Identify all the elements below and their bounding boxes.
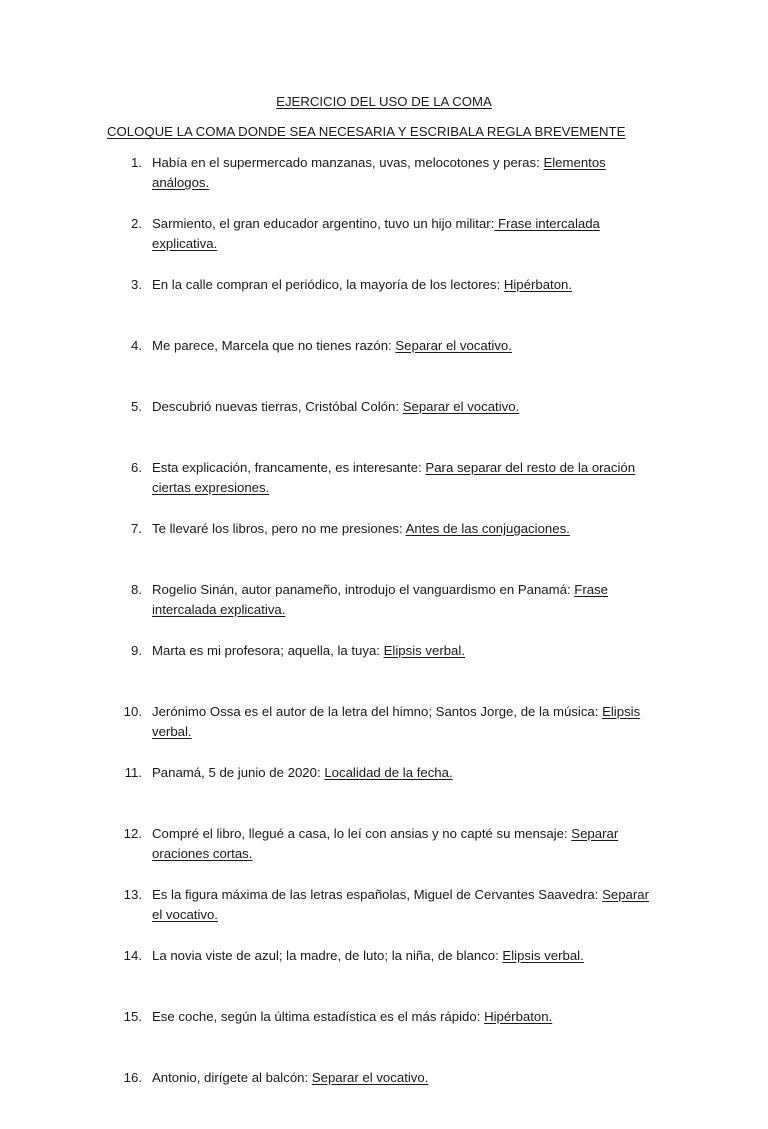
item-answer: Hipérbaton.: [503, 277, 573, 292]
item-content: [152, 214, 662, 254]
exercise-item: [0, 885, 768, 946]
item-answer: Antes de las conjugaciones.: [405, 521, 570, 536]
exercise-item: [0, 763, 768, 824]
item-sentence: Había en el supermercado manzanas, uvas, melocotones y peras:: [152, 155, 544, 170]
item-answer: Para separar del resto de la oración ciertas expresiones.: [152, 460, 636, 495]
item-number: 11.: [124, 765, 142, 780]
item-sentence: Rogelio Sinán, autor panameño, introdujo el vanguardismo en Panamá:: [152, 582, 575, 597]
exercise-item: [0, 824, 768, 885]
item-answer: Separar el vocativo.: [152, 887, 649, 922]
item-number: 13.: [123, 887, 142, 902]
item-answer: Elipsis verbal.: [502, 948, 584, 963]
exercise-item: [0, 458, 768, 519]
exercise-item: [0, 336, 768, 397]
exercise-item: [0, 153, 768, 214]
document-title: EJERCICIO DEL USO DE LA COMA: [276, 94, 492, 109]
item-number: 2.: [131, 216, 142, 231]
item-number: 7.: [131, 521, 142, 536]
item-sentence: En la calle compran el periódico, la mayoría de los lectores:: [152, 277, 504, 292]
item-answer: Separar el vocativo.: [402, 399, 520, 414]
item-content: [152, 702, 662, 742]
exercise-item: [0, 275, 768, 336]
item-sentence: La novia viste de azul; la madre, de luto; la niña, de blanco:: [152, 948, 503, 963]
item-answer: Frase intercalada explicativa.: [152, 216, 600, 251]
exercise-item: [0, 1007, 768, 1068]
item-content: [152, 885, 662, 925]
exercise-item: [0, 702, 768, 763]
item-sentence: Esta explicación, francamente, es interesante:: [152, 460, 426, 475]
exercise-item: [0, 946, 768, 1007]
exercise-item: [0, 1068, 768, 1129]
item-answer: Separar el vocativo.: [395, 338, 512, 353]
exercise-item: [0, 580, 768, 641]
item-number: 1.: [131, 155, 142, 170]
item-sentence: Descubrió nuevas tierras, Cristóbal Colón:: [152, 399, 403, 414]
item-content: [152, 946, 662, 966]
item-sentence: Antonio, dirígete al balcón:: [152, 1070, 312, 1085]
item-sentence: Te llevaré los libros, pero no me presiones:: [152, 521, 406, 536]
item-answer: Hipérbaton.: [484, 1009, 553, 1024]
item-content: [152, 153, 662, 193]
item-sentence: Jerónimo Ossa es el autor de la letra del himno; Santos Jorge, de la música:: [152, 704, 603, 719]
document-instructions: COLOQUE LA COMA DONDE SEA NECESARIA Y ESCRIBALA REGLA BREVEMENTE: [107, 124, 626, 139]
exercise-item: [0, 397, 768, 458]
item-sentence: Ese coche, según la última estadística es el más rápido:: [152, 1009, 485, 1024]
item-number: 12.: [123, 826, 142, 841]
item-sentence: Me parece, Marcela que no tienes razón:: [152, 338, 396, 353]
item-number: 9.: [131, 643, 142, 658]
item-answer: Frase intercalada explicativa.: [152, 582, 608, 617]
item-content: [152, 275, 662, 295]
item-answer: Elipsis verbal.: [383, 643, 465, 658]
item-sentence: Es la figura máxima de las letras españolas, Miguel de Cervantes Saavedra:: [152, 887, 603, 902]
item-content: [152, 1068, 662, 1088]
item-content: [152, 1007, 662, 1027]
exercise-item: [0, 214, 768, 275]
item-answer: Elementos análogos.: [152, 155, 606, 190]
item-number: 8.: [131, 582, 142, 597]
item-answer: Localidad de la fecha.: [324, 765, 453, 780]
item-number: 15.: [123, 1009, 142, 1024]
item-sentence: Compré el libro, llegué a casa, lo leí con ansias y no capté su mensaje:: [152, 826, 572, 841]
item-content: [152, 397, 662, 417]
item-content: [152, 641, 662, 661]
item-number: 6.: [131, 460, 142, 475]
item-number: 4.: [131, 338, 142, 353]
item-answer: Separar el vocativo.: [311, 1070, 429, 1085]
item-content: [152, 458, 662, 498]
item-content: [152, 519, 662, 539]
item-sentence: Panamá, 5 de junio de 2020:: [152, 765, 325, 780]
item-number: 14.: [123, 948, 142, 963]
exercise-list: [0, 153, 768, 1129]
item-answer: Elipsis verbal.: [152, 704, 641, 739]
item-number: 3.: [131, 277, 142, 292]
item-answer: Separar oraciones cortas.: [152, 826, 619, 861]
item-sentence: Sarmiento, el gran educador argentino, tuvo un hijo militar:: [152, 216, 495, 231]
item-number: 10.: [123, 704, 142, 719]
item-number: 5.: [131, 399, 142, 414]
item-content: [152, 763, 662, 783]
item-content: [152, 336, 662, 356]
exercise-item: [0, 641, 768, 702]
exercise-item: [0, 519, 768, 580]
item-sentence: Marta es mi profesora; aquella, la tuya:: [152, 643, 384, 658]
item-content: [152, 580, 662, 620]
item-content: [152, 824, 662, 864]
item-number: 16.: [123, 1070, 142, 1085]
